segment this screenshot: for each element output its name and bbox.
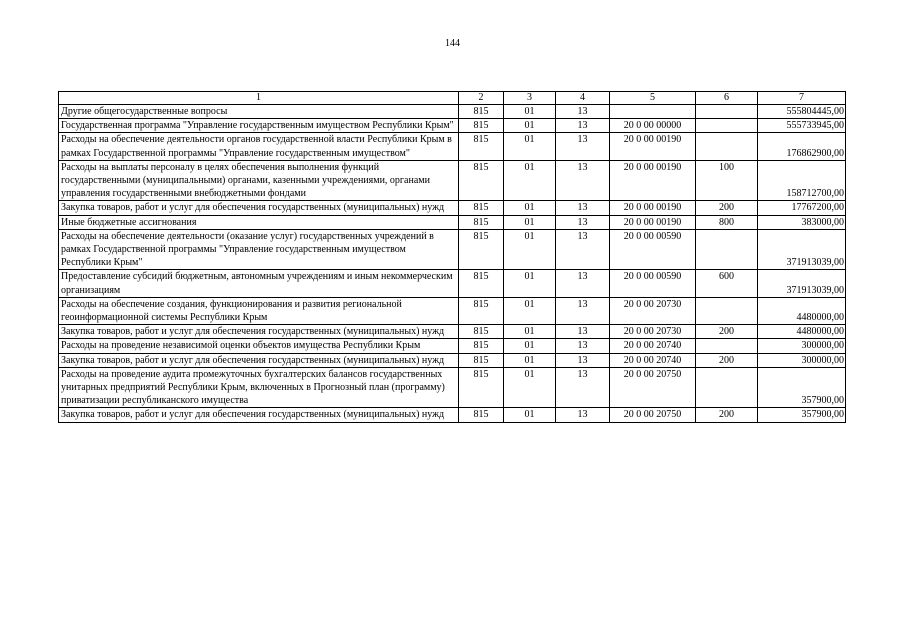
cell-article: 20 0 00 20740 <box>610 353 696 367</box>
cell-name: Расходы на обеспечение деятельности органов государственной власти Республики Крым в рамках Государственной программы "Управление государственным имуществом" <box>59 133 459 160</box>
cell-subsection: 13 <box>556 119 610 133</box>
table-row <box>59 339 846 353</box>
cell-publisher: 815 <box>459 229 504 270</box>
cell-publisher: 815 <box>459 339 504 353</box>
cell-section: 01 <box>504 339 556 353</box>
cell-section: 01 <box>504 229 556 270</box>
cell-name: Закупка товаров, работ и услуг для обеспечения государственных (муниципальных) нужд <box>59 408 459 422</box>
cell-amount: 300000,00 <box>758 353 846 367</box>
cell-publisher: 815 <box>459 160 504 201</box>
header-cell: 3 <box>504 92 556 105</box>
cell-amount: 300000,00 <box>758 339 846 353</box>
cell-publisher: 815 <box>459 201 504 215</box>
table-row <box>59 215 846 229</box>
cell-name: Закупка товаров, работ и услуг для обеспечения государственных (муниципальных) нужд <box>59 201 459 215</box>
cell-amount: 357900,00 <box>758 408 846 422</box>
cell-publisher: 815 <box>459 408 504 422</box>
cell-article: 20 0 00 20730 <box>610 297 696 324</box>
cell-section: 01 <box>504 215 556 229</box>
cell-subsection: 13 <box>556 297 610 324</box>
cell-name: Расходы на выплаты персоналу в целях обеспечения выполнения функций государственными (муниципальными) органами, казенными учреждениями, органами управления государственными внебюджетными фондами <box>59 160 459 201</box>
cell-article: 20 0 00 00190 <box>610 133 696 160</box>
cell-article: 20 0 00 20740 <box>610 339 696 353</box>
cell-section: 01 <box>504 119 556 133</box>
cell-expense_type: 200 <box>696 353 758 367</box>
cell-publisher: 815 <box>459 297 504 324</box>
header-cell: 4 <box>556 92 610 105</box>
cell-expense_type <box>696 105 758 119</box>
cell-amount: 158712700,00 <box>758 160 846 201</box>
table-row <box>59 353 846 367</box>
cell-subsection: 13 <box>556 353 610 367</box>
cell-name: Закупка товаров, работ и услуг для обеспечения государственных (муниципальных) нужд <box>59 325 459 339</box>
cell-amount: 176862900,00 <box>758 133 846 160</box>
cell-expense_type: 200 <box>696 201 758 215</box>
header-cell: 6 <box>696 92 758 105</box>
cell-name: Расходы на проведение аудита промежуточных бухгалтерских балансов государственных унитарных предприятий Республики Крым, включенных в Прогнозный план (программу) приватизации республиканского имущества <box>59 367 459 408</box>
cell-section: 01 <box>504 297 556 324</box>
cell-article: 20 0 00 00190 <box>610 215 696 229</box>
cell-section: 01 <box>504 367 556 408</box>
table-row <box>59 201 846 215</box>
cell-publisher: 815 <box>459 119 504 133</box>
cell-expense_type <box>696 229 758 270</box>
table-row <box>59 325 846 339</box>
cell-subsection: 13 <box>556 133 610 160</box>
cell-section: 01 <box>504 408 556 422</box>
cell-article: 20 0 00 20750 <box>610 367 696 408</box>
cell-name: Предоставление субсидий бюджетным, автономным учреждениям и иным некоммерческим организациям <box>59 270 459 297</box>
cell-expense_type: 100 <box>696 160 758 201</box>
cell-subsection: 13 <box>556 367 610 408</box>
cell-amount: 17767200,00 <box>758 201 846 215</box>
cell-amount: 371913039,00 <box>758 270 846 297</box>
cell-publisher: 815 <box>459 105 504 119</box>
cell-amount: 371913039,00 <box>758 229 846 270</box>
cell-amount: 383000,00 <box>758 215 846 229</box>
table-row <box>59 297 846 324</box>
cell-publisher: 815 <box>459 367 504 408</box>
page-number: 144 <box>445 38 460 49</box>
table-row <box>59 229 846 270</box>
cell-expense_type <box>696 119 758 133</box>
cell-name: Закупка товаров, работ и услуг для обеспечения государственных (муниципальных) нужд <box>59 353 459 367</box>
cell-publisher: 815 <box>459 353 504 367</box>
cell-publisher: 815 <box>459 133 504 160</box>
cell-article: 20 0 00 00000 <box>610 119 696 133</box>
cell-amount: 555733945,00 <box>758 119 846 133</box>
cell-name: Иные бюджетные ассигнования <box>59 215 459 229</box>
cell-name: Расходы на обеспечение деятельности (оказание услуг) государственных учреждений в рамках Государственной программы "Управление государственным имуществом Республики Крым" <box>59 229 459 270</box>
cell-article: 20 0 00 00590 <box>610 229 696 270</box>
cell-subsection: 13 <box>556 339 610 353</box>
cell-subsection: 13 <box>556 325 610 339</box>
table-row <box>59 270 846 297</box>
cell-subsection: 13 <box>556 160 610 201</box>
cell-article: 20 0 00 00590 <box>610 270 696 297</box>
cell-subsection: 13 <box>556 270 610 297</box>
header-cell: 7 <box>758 92 846 105</box>
budget-table <box>58 91 846 423</box>
cell-amount: 4480000,00 <box>758 297 846 324</box>
table-row <box>59 160 846 201</box>
header-cell: 2 <box>459 92 504 105</box>
cell-section: 01 <box>504 160 556 201</box>
cell-section: 01 <box>504 105 556 119</box>
cell-article: 20 0 00 20750 <box>610 408 696 422</box>
table-row <box>59 133 846 160</box>
cell-subsection: 13 <box>556 408 610 422</box>
cell-article <box>610 105 696 119</box>
table-row <box>59 408 846 422</box>
cell-article: 20 0 00 00190 <box>610 160 696 201</box>
cell-expense_type: 200 <box>696 408 758 422</box>
cell-expense_type <box>696 133 758 160</box>
cell-subsection: 13 <box>556 201 610 215</box>
cell-subsection: 13 <box>556 105 610 119</box>
header-cell: 1 <box>59 92 459 105</box>
cell-expense_type <box>696 297 758 324</box>
cell-publisher: 815 <box>459 270 504 297</box>
cell-expense_type: 200 <box>696 325 758 339</box>
cell-expense_type <box>696 367 758 408</box>
table-row <box>59 105 846 119</box>
cell-name: Другие общегосударственные вопросы <box>59 105 459 119</box>
cell-section: 01 <box>504 133 556 160</box>
cell-amount: 4480000,00 <box>758 325 846 339</box>
header-cell: 5 <box>610 92 696 105</box>
cell-expense_type <box>696 339 758 353</box>
table-row <box>59 367 846 408</box>
cell-section: 01 <box>504 353 556 367</box>
table-header-row <box>59 92 846 105</box>
cell-amount: 555804445,00 <box>758 105 846 119</box>
cell-expense_type: 600 <box>696 270 758 297</box>
cell-subsection: 13 <box>556 215 610 229</box>
cell-subsection: 13 <box>556 229 610 270</box>
cell-expense_type: 800 <box>696 215 758 229</box>
cell-article: 20 0 00 20730 <box>610 325 696 339</box>
cell-article: 20 0 00 00190 <box>610 201 696 215</box>
cell-section: 01 <box>504 201 556 215</box>
cell-publisher: 815 <box>459 215 504 229</box>
cell-name: Государственная программа "Управление государственным имуществом Республики Крым" <box>59 119 459 133</box>
cell-publisher: 815 <box>459 325 504 339</box>
cell-amount: 357900,00 <box>758 367 846 408</box>
cell-name: Расходы на проведение независимой оценки объектов имущества Республики Крым <box>59 339 459 353</box>
table-row <box>59 119 846 133</box>
cell-section: 01 <box>504 270 556 297</box>
cell-name: Расходы на обеспечение создания, функционирования и развития региональной геоинформационной системы Республики Крым <box>59 297 459 324</box>
cell-section: 01 <box>504 325 556 339</box>
